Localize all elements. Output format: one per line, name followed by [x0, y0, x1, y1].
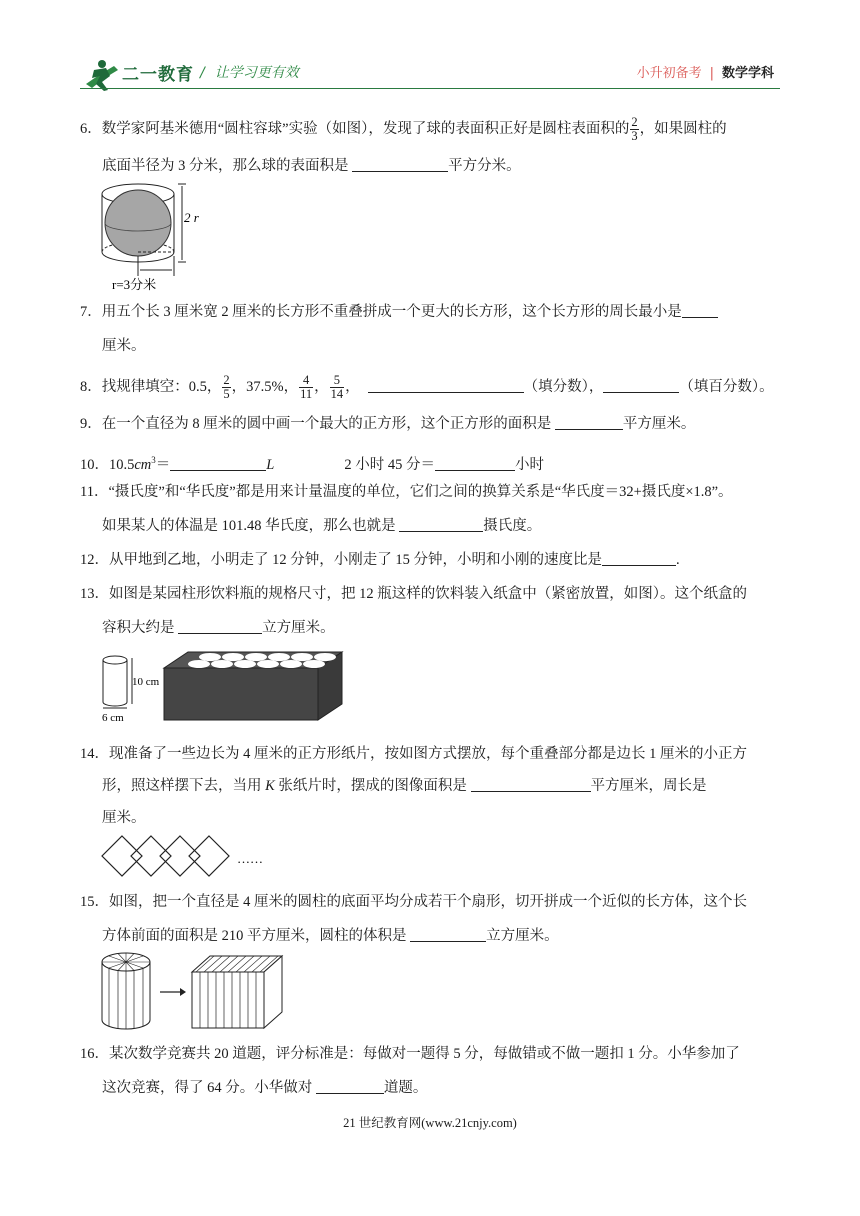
cylinder-to-cuboid-figure — [98, 950, 288, 1034]
question-12 — [80, 550, 780, 570]
answer-blank[interactable] — [555, 414, 623, 430]
question-text: 2 小时 45 分＝ — [344, 456, 435, 473]
numerator: 5 — [330, 374, 345, 388]
question-7 — [80, 302, 780, 322]
question-text: 形，照这样摆下去，当用 — [102, 778, 266, 794]
question-text: 道题。 — [383, 1080, 428, 1096]
question-7-line2 — [80, 336, 780, 356]
slogan — [200, 62, 299, 82]
question-number: 11． — [80, 484, 109, 500]
question-number: 8． — [80, 378, 102, 395]
question-11 — [80, 482, 790, 502]
height-label: 2 r — [184, 210, 199, 225]
exam-label: 小升初备考 — [636, 66, 702, 81]
ellipsis: …… — [237, 851, 263, 866]
question-text: 某次数学竞赛共 20 道题，评分标准是：每做对一题得 5 分，每做错或不做一题扣 1 分。小华参加了 — [109, 1046, 740, 1062]
fraction — [222, 374, 230, 401]
numerator: 2 — [631, 115, 638, 129]
question-number: 16． — [80, 1046, 109, 1062]
answer-blank[interactable] — [682, 302, 718, 318]
question-text: 用五个长 3 厘米宽 2 厘米的长方形不重叠拼成一个更大的长方形，这个长方形的周长最小是 — [101, 304, 682, 320]
page-header — [0, 0, 860, 100]
equals: ＝ — [155, 456, 171, 473]
question-8 — [80, 374, 780, 401]
question-14-line3 — [80, 808, 780, 828]
question-text: 底面半径为 3 分米，那么球的表面积是 — [102, 158, 353, 174]
question-text: 摄氏度。 — [483, 518, 542, 534]
question-text: 张纸片时，摆成的图像面积是 — [274, 778, 471, 794]
period: . — [676, 552, 680, 568]
question-text: ，如果圆柱的 — [639, 120, 727, 137]
answer-blank[interactable] — [352, 156, 448, 172]
answer-blank[interactable] — [410, 926, 486, 942]
question-text: ， — [345, 378, 360, 395]
question-text: ，37.5%， — [231, 378, 299, 395]
question-text: 平方厘米。 — [622, 416, 696, 432]
unit: 小时 — [515, 456, 544, 473]
numerator: 4 — [299, 374, 313, 388]
answer-blank[interactable] — [399, 516, 483, 532]
fraction — [330, 374, 345, 401]
cylinder-sphere-figure — [98, 180, 208, 292]
denominator: 3 — [631, 129, 638, 143]
question-number: 7． — [80, 304, 102, 320]
question-16 — [80, 1044, 780, 1064]
question-11-line2 — [80, 516, 780, 536]
unit: L — [266, 456, 275, 473]
question-number: 10． — [80, 456, 109, 473]
question-number: 9． — [80, 416, 102, 432]
question-text: 如果某人的体温是 101.48 华氏度，那么也就是 — [102, 518, 400, 534]
answer-blank[interactable] — [602, 550, 676, 566]
question-15 — [80, 892, 780, 912]
diameter-label: 6 cm — [102, 712, 124, 724]
question-text: 这次竞赛，得了 64 分。小华做对 — [102, 1080, 316, 1096]
question-10 — [80, 450, 780, 475]
hint-percent: （填百分数）。 — [679, 378, 774, 395]
question-text: 平方厘米，周长是 — [590, 778, 707, 794]
answer-blank[interactable] — [435, 455, 515, 471]
question-text: 数学家阿基米德用“圆柱容球”实验（如图），发现了球的表面积正好是圆柱表面积的 — [101, 120, 630, 137]
question-number: 14． — [80, 746, 109, 762]
logo-text: 二一教育 — [122, 65, 194, 85]
answer-blank[interactable] — [603, 377, 679, 393]
question-14 — [80, 744, 780, 764]
question-number: 15． — [80, 894, 109, 910]
question-text: 从甲地到乙地，小明走了 12 分钟，小刚走了 15 分钟，小明和小刚的速度比是 — [109, 552, 602, 568]
question-text: 厘米。 — [102, 338, 146, 354]
denominator: 14 — [330, 387, 344, 401]
question-text: 容积大约是 — [102, 620, 179, 636]
question-text: 如图是某园柱形饮料瓶的规格尺寸，把 12 瓶这样的饮料装入纸盒中（紧密放置，如图）。这个纸盒的 — [109, 586, 747, 602]
slogan-slash: / — [200, 65, 205, 81]
question-text: 方体前面的面积是 210 平方厘米，圆柱的体积是 — [102, 928, 411, 944]
unit: cm — [134, 456, 152, 473]
question-6-line2 — [80, 156, 780, 176]
slogan-text: 让学习更有效 — [214, 65, 299, 81]
question-text: “摄氏度”和“华氏度”都是用来计量温度的单位，它们之间的换算关系是“华氏度＝32+摄氏度×1.8”。 — [108, 484, 733, 500]
page-footer: 21 世纪教育网(www.21cnjy.com) — [343, 1116, 517, 1130]
question-number: 12． — [80, 552, 109, 568]
question-13-line2 — [80, 618, 780, 638]
fraction — [299, 374, 313, 401]
separator: ， — [314, 378, 329, 395]
answer-blank[interactable] — [368, 377, 524, 393]
question-9 — [80, 414, 780, 434]
question-16-line2 — [80, 1078, 780, 1098]
fraction — [630, 116, 638, 143]
question-text: 现准备了一些边长为 4 厘米的正方形纸片，按如图方式摆放，每个重叠部分都是边长 1 厘米的小正方 — [109, 746, 747, 762]
answer-blank[interactable] — [170, 455, 266, 471]
subject-label: 数学学科 — [721, 66, 774, 81]
overlapping-squares-figure — [100, 834, 270, 878]
header-divider — [80, 88, 780, 89]
question-number: 6． — [80, 120, 102, 137]
question-6 — [80, 116, 780, 143]
question-15-line2 — [80, 926, 780, 946]
question-13 — [80, 584, 780, 604]
hint-fraction: （填分数）， — [523, 378, 604, 395]
numerator: 2 — [223, 373, 230, 387]
exponent: 3 — [151, 455, 156, 465]
question-text: 厘米。 — [102, 810, 146, 826]
answer-blank[interactable] — [316, 1078, 384, 1094]
answer-blank[interactable] — [178, 618, 262, 634]
bottle-box-figure — [98, 650, 378, 724]
question-text: 立方厘米。 — [262, 620, 335, 636]
question-14-line2 — [80, 776, 780, 796]
volume-value: 10.5 — [109, 456, 135, 473]
question-text: 如图，把一个直径是 4 厘米的圆柱的底面平均分成若干个扇形，切开拼成一个近似的长方体，这个长 — [109, 894, 747, 910]
denominator: 5 — [223, 387, 230, 401]
question-text: 平方分米。 — [448, 158, 521, 174]
variable-k: K — [265, 778, 275, 794]
header-subject — [637, 62, 774, 81]
header-separator: | — [709, 66, 714, 81]
question-text: 立方厘米。 — [486, 928, 559, 944]
question-text: 在一个直径为 8 厘米的圆中画一个最大的正方形，这个正方形的面积是 — [101, 416, 555, 432]
question-number: 13． — [80, 586, 109, 602]
denominator: 11 — [300, 387, 313, 401]
radius-label: r=3分米 — [112, 277, 157, 292]
answer-blank[interactable] — [471, 776, 591, 792]
height-label: 10 cm — [132, 676, 160, 688]
question-text: 找规律填空：0.5， — [101, 378, 222, 395]
